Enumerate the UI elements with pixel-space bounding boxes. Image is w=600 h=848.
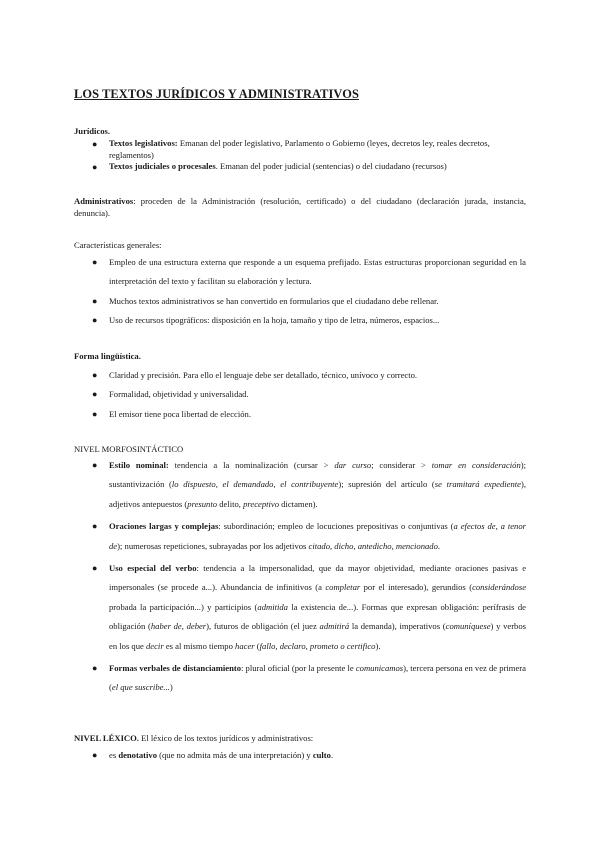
item-term: Oraciones largas y complejas xyxy=(109,521,219,532)
item-text: la existencia de...). Formas que expresan obligación: perífrasis de obligación ( xyxy=(109,601,526,632)
item-text: ); supresión del artículo ( xyxy=(338,479,435,490)
list-item xyxy=(74,746,526,765)
section-heading-morfosintactico: NIVEL MORFOSINTÁCTICO xyxy=(74,444,184,454)
item-example: comuníquese xyxy=(445,621,491,632)
list-item xyxy=(74,559,526,656)
item-text: ) y verbos en los que xyxy=(109,621,526,651)
item-example: citado, dicho, antedicho, mencionado xyxy=(308,540,438,551)
item-text: ), futuros de obligación (el juez xyxy=(206,621,320,632)
item-text: ); sustantivización ( xyxy=(109,460,526,490)
item-term: Textos judiciales o procesales xyxy=(109,161,216,172)
list-item xyxy=(74,456,526,514)
item-example: considerándose xyxy=(472,582,527,593)
item-example: lo dispuesto, el demandado, el contribuyente xyxy=(171,479,339,490)
item-text: probada la participación...) y participios ( xyxy=(109,601,258,612)
item-term: culto xyxy=(312,750,331,760)
item-term: Estilo nominal: xyxy=(109,460,169,470)
item-text: tendencia a la nominalización (cursar > xyxy=(168,460,335,470)
item-example: presunto xyxy=(187,498,218,509)
item-text: Claridad y precisión. Para ello el lenguaje debe ser detallado, técnico, unívoco y correcto. xyxy=(109,370,418,380)
item-term: Formas verbales de distanciamiento xyxy=(109,663,242,674)
list-item xyxy=(74,405,526,424)
item-text: ); numerosas repeticiones, subrayadas por los adjetivos xyxy=(117,540,309,551)
bullet-icon: ● xyxy=(92,315,98,326)
item-example: el que suscribe... xyxy=(111,682,170,693)
item-text: es xyxy=(109,750,119,760)
item-example: haber de, deber xyxy=(150,621,207,632)
lexico-list xyxy=(74,746,526,765)
item-text: es al mismo tiempo xyxy=(163,640,236,651)
item-text: Empleo de una estructura externa que responde a un esquema prefijado. Estas estructuras proporcionan seguridad en la interpretación del texto y facilitan su elaboración y lectura. xyxy=(109,257,526,287)
item-text: ( xyxy=(254,640,260,651)
bullet-icon: ● xyxy=(92,521,98,532)
bullet-icon: ● xyxy=(92,139,98,149)
item-example: fallo, declaro, prometo o certifico xyxy=(259,640,376,651)
item-text: dictamen). xyxy=(279,498,318,509)
section-heading-juridicos: Jurídicos. xyxy=(74,126,111,136)
item-text: : plural oficial (por la presente le xyxy=(241,663,356,674)
bullet-icon: ● xyxy=(92,257,98,267)
lexico-text: El léxico de los textos jurídicos y administrativos: xyxy=(138,733,314,743)
item-example: dar curso xyxy=(334,460,372,470)
administrativos-paragraph xyxy=(74,195,526,219)
bullet-icon: ● xyxy=(92,295,98,306)
list-item xyxy=(74,138,526,161)
bullet-icon: ● xyxy=(92,750,98,760)
list-item xyxy=(74,292,526,311)
item-text: (que no admita más de una interpretación) y xyxy=(156,750,313,760)
item-text: . xyxy=(330,750,334,760)
item-example: se tramitará expediente xyxy=(434,479,521,490)
item-text: : subordinación; empleo de locuciones prepositivas o conjuntivas ( xyxy=(218,521,454,532)
list-item xyxy=(74,161,526,173)
item-text: ). xyxy=(375,640,381,651)
item-text: . xyxy=(437,540,441,551)
item-text: ; considerar > xyxy=(371,460,432,470)
item-example: comunicamos xyxy=(355,663,404,674)
item-example: preceptivo xyxy=(243,498,280,509)
item-text: Formalidad, objetividad y universalidad. xyxy=(109,389,249,400)
section-heading-lexico: NIVEL LÉXICO. xyxy=(74,733,139,743)
item-text: la demanda), imperativos ( xyxy=(349,621,446,632)
list-item xyxy=(74,253,526,292)
item-text: por el interesado), gerundios ( xyxy=(360,582,473,593)
item-text: ), adjetivos antepuestos ( xyxy=(109,479,526,509)
list-item xyxy=(74,659,526,698)
page-title: LOS TEXTOS JURÍDICOS Y ADMINISTRATIVOS xyxy=(74,87,359,101)
item-example: a efectos de, a tenor de xyxy=(109,521,526,551)
item-text: : tendencia a la impersonalidad, que da mayor objetividad, mediante oraciones pasivas e impersonales (se procede a...). Abundancia de infinitivos (a xyxy=(109,563,527,593)
item-text: delito, xyxy=(217,498,244,509)
item-example: decir xyxy=(146,640,164,651)
item-text: ), tercera persona en vez de primera ( xyxy=(109,663,526,693)
list-item xyxy=(74,311,526,330)
caracteristicas-list xyxy=(74,253,526,331)
item-text: El emisor tiene poca libertad de elección. xyxy=(109,408,251,419)
section-heading-caracteristicas: Características generales: xyxy=(74,240,162,250)
bullet-icon: ● xyxy=(92,460,98,470)
bullet-icon: ● xyxy=(92,162,98,173)
item-example: completar xyxy=(325,582,361,593)
list-item xyxy=(74,366,526,385)
item-example: admitida xyxy=(257,601,288,612)
item-text: Emanan del poder legislativo, Parlamento o Gobierno (leyes, decretos ley, reales decretos, reglamentos) xyxy=(109,138,490,160)
item-text: . Emanan del poder judicial (sentencias) o del ciudadano (recursos) xyxy=(215,161,447,172)
item-term: Textos legislativos: xyxy=(109,138,178,148)
list-item xyxy=(74,517,526,556)
item-text: Uso de recursos tipográficos: disposición en la hoja, tamaño y tipo de letra, números, espacios... xyxy=(109,315,440,326)
bullet-icon: ● xyxy=(92,563,98,574)
item-example: admitirá xyxy=(319,621,350,632)
juridicos-list xyxy=(74,138,526,173)
lexico-paragraph xyxy=(74,732,526,744)
list-item xyxy=(74,385,526,404)
administrativos-text: : proceden de la Administración (resolución, certificado) o del ciudadano (declaración jurada, instancia, denuncia). xyxy=(74,196,526,219)
item-text: ) xyxy=(169,682,173,693)
item-example: tomar en consideración xyxy=(431,460,521,470)
morfosintactico-list xyxy=(74,456,526,698)
bullet-icon: ● xyxy=(92,389,98,400)
administrativos-term: Administrativos xyxy=(74,196,134,206)
item-term: Uso especial del verbo xyxy=(109,563,197,574)
section-heading-forma: Forma lingüística. xyxy=(74,351,141,361)
item-text: Muchos textos administrativos se han convertido en formularios que el ciudadano debe rellenar. xyxy=(109,295,439,306)
bullet-icon: ● xyxy=(92,370,98,380)
item-term: denotativo xyxy=(118,750,157,760)
bullet-icon: ● xyxy=(92,408,98,419)
item-example: hacer xyxy=(235,640,255,651)
forma-list xyxy=(74,366,526,424)
bullet-icon: ● xyxy=(92,663,98,674)
